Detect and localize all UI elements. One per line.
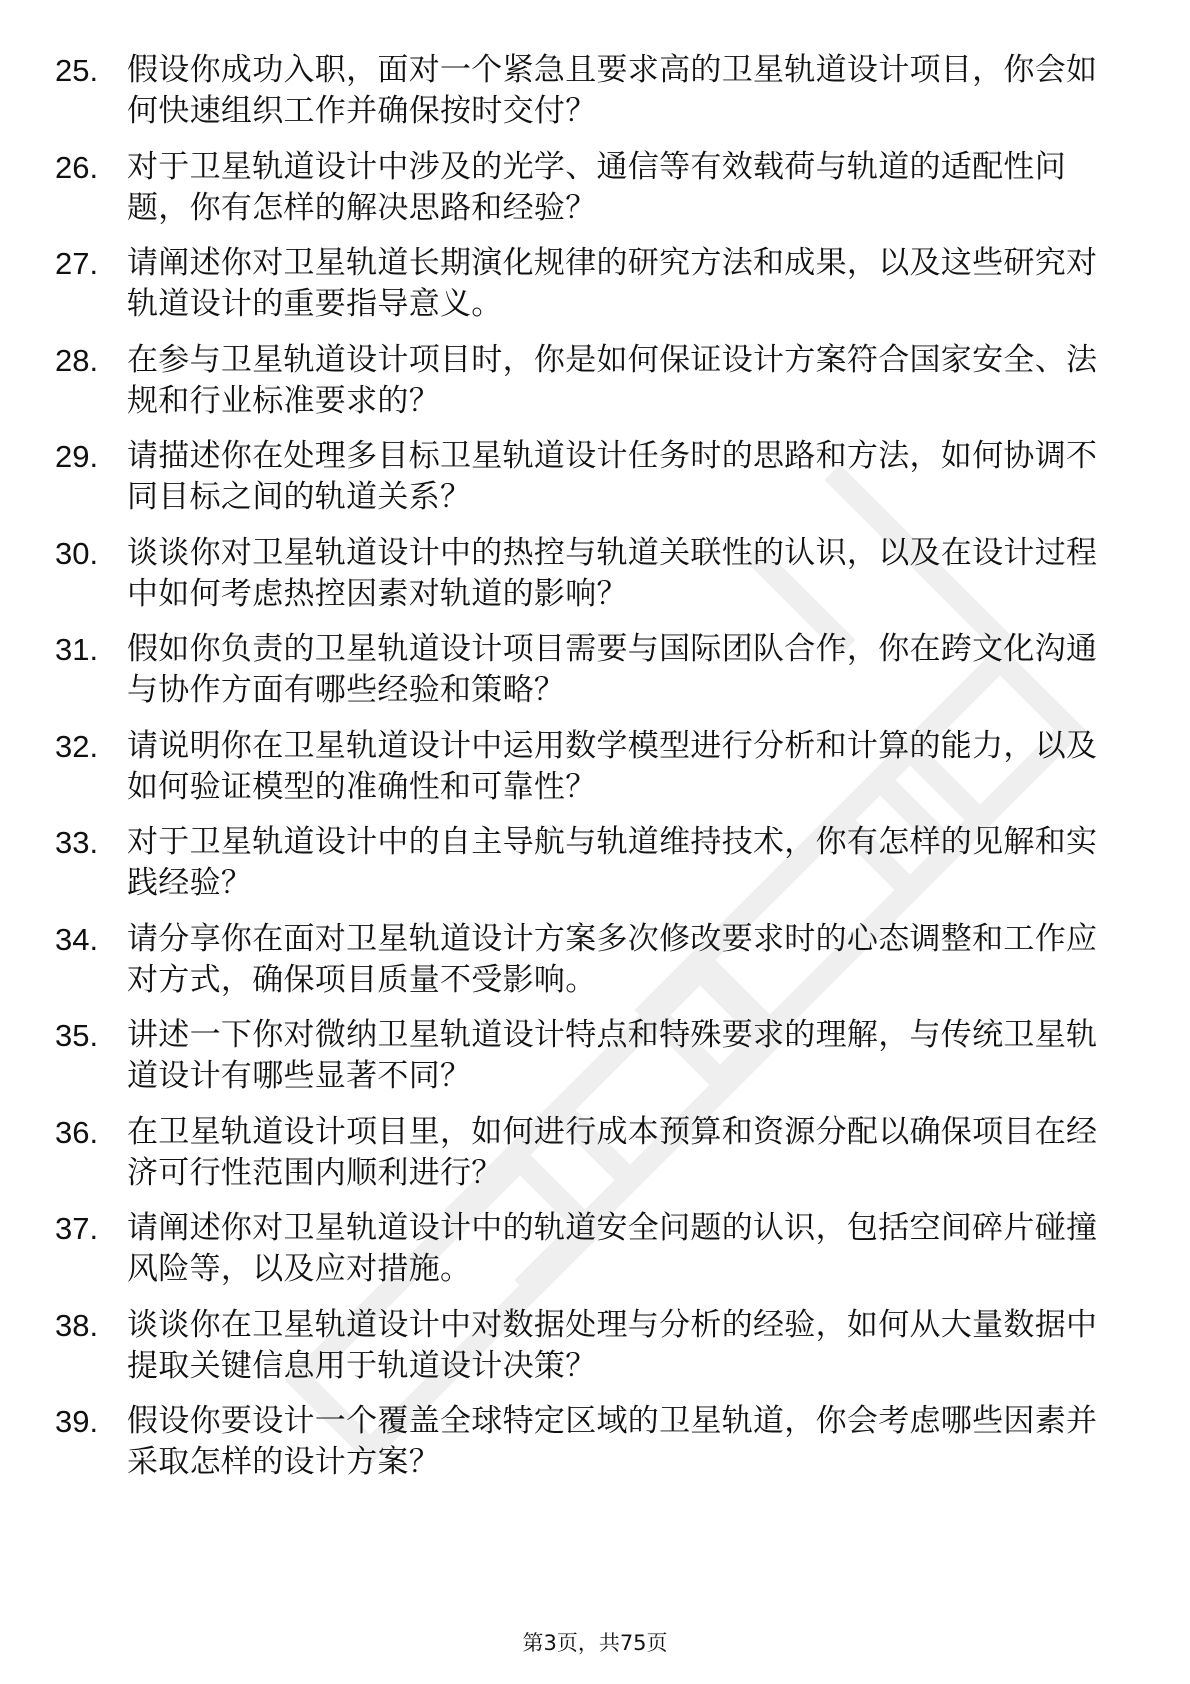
question-item (55, 436, 1115, 533)
question-number: 31. (55, 632, 99, 667)
question-text: 讲述一下你对微纳卫星轨道设计特点和特殊要求的理解，与传统卫星轨道设计有哪些显著不同？ (127, 1017, 1098, 1094)
question-number: 37. (55, 1211, 99, 1246)
page-number-footer: 第3页，共75页 (522, 1631, 668, 1655)
question-item (55, 147, 1115, 244)
question-item (55, 243, 1115, 340)
question-number: 32. (55, 728, 99, 764)
question-text: 谈谈你对卫星轨道设计中的热控与轨道关联性的认识，以及在设计过程中如何考虑热控因素对轨道的影响？ (127, 534, 1098, 612)
question-list (55, 50, 1115, 1498)
question-number: 33. (55, 825, 99, 860)
question-text: 在卫星轨道设计项目里，如何进行成本预算和资源分配以确保项目在经济可行性范围内顺利进行？ (127, 1113, 1098, 1191)
question-item (55, 50, 1115, 147)
question-item (55, 919, 1115, 1016)
question-number: 36. (55, 1114, 99, 1150)
question-text: 假设你成功入职，面对一个紧急且要求高的卫星轨道设计项目，你会如何快速组织工作并确保按时交付？ (127, 52, 1098, 129)
question-number: 28. (55, 342, 99, 378)
question-text: 假如你负责的卫星轨道设计项目需要与国际团队合作，你在跨文化沟通与协作方面有哪些经验和策略？ (127, 631, 1098, 708)
question-number: 35. (55, 1018, 99, 1053)
question-text: 谈谈你在卫星轨道设计中对数据处理与分析的经验，如何从大量数据中提取关键信息用于轨道设计决策？ (127, 1306, 1098, 1384)
question-item (55, 1208, 1115, 1305)
question-text: 请阐述你对卫星轨道长期演化规律的研究方法和成果，以及这些研究对轨道设计的重要指导意义。 (127, 245, 1098, 322)
question-number: 38. (55, 1307, 99, 1343)
question-number: 26. (55, 149, 99, 185)
question-text: 假设你要设计一个覆盖全球特定区域的卫星轨道，你会考虑哪些因素并采取怎样的设计方案？ (127, 1403, 1098, 1480)
question-item (55, 726, 1115, 823)
question-number: 29. (55, 439, 99, 474)
question-number: 27. (55, 246, 99, 281)
question-item (55, 1401, 1115, 1498)
question-text: 在参与卫星轨道设计项目时，你是如何保证设计方案符合国家安全、法规和行业标准要求的？ (127, 341, 1098, 419)
question-number: 39. (55, 1404, 99, 1439)
question-text: 请说明你在卫星轨道设计中运用数学模型进行分析和计算的能力，以及如何验证模型的准确性和可靠性？ (127, 727, 1098, 805)
question-item (55, 1112, 1115, 1209)
question-item (55, 1015, 1115, 1112)
question-item (55, 822, 1115, 919)
question-number: 30. (55, 535, 99, 571)
question-text: 请分享你在面对卫星轨道设计方案多次修改要求时的心态调整和工作应对方式，确保项目质量不受影响。 (127, 920, 1098, 998)
question-item (55, 533, 1115, 630)
question-text: 对于卫星轨道设计中的自主导航与轨道维持技术，你有怎样的见解和实践经验？ (127, 824, 1098, 901)
question-text: 请描述你在处理多目标卫星轨道设计任务时的思路和方法，如何协调不同目标之间的轨道关系？ (127, 438, 1098, 515)
question-number: 25. (55, 53, 99, 88)
question-item (55, 340, 1115, 437)
question-item (55, 1305, 1115, 1402)
question-text: 请阐述你对卫星轨道设计中的轨道安全问题的认识，包括空间碎片碰撞风险等，以及应对措施。 (127, 1210, 1098, 1287)
question-item (55, 629, 1115, 726)
question-text: 对于卫星轨道设计中涉及的光学、通信等有效载荷与轨道的适配性问题，你有怎样的解决思路和经验？ (127, 148, 1066, 226)
question-number: 34. (55, 921, 99, 957)
